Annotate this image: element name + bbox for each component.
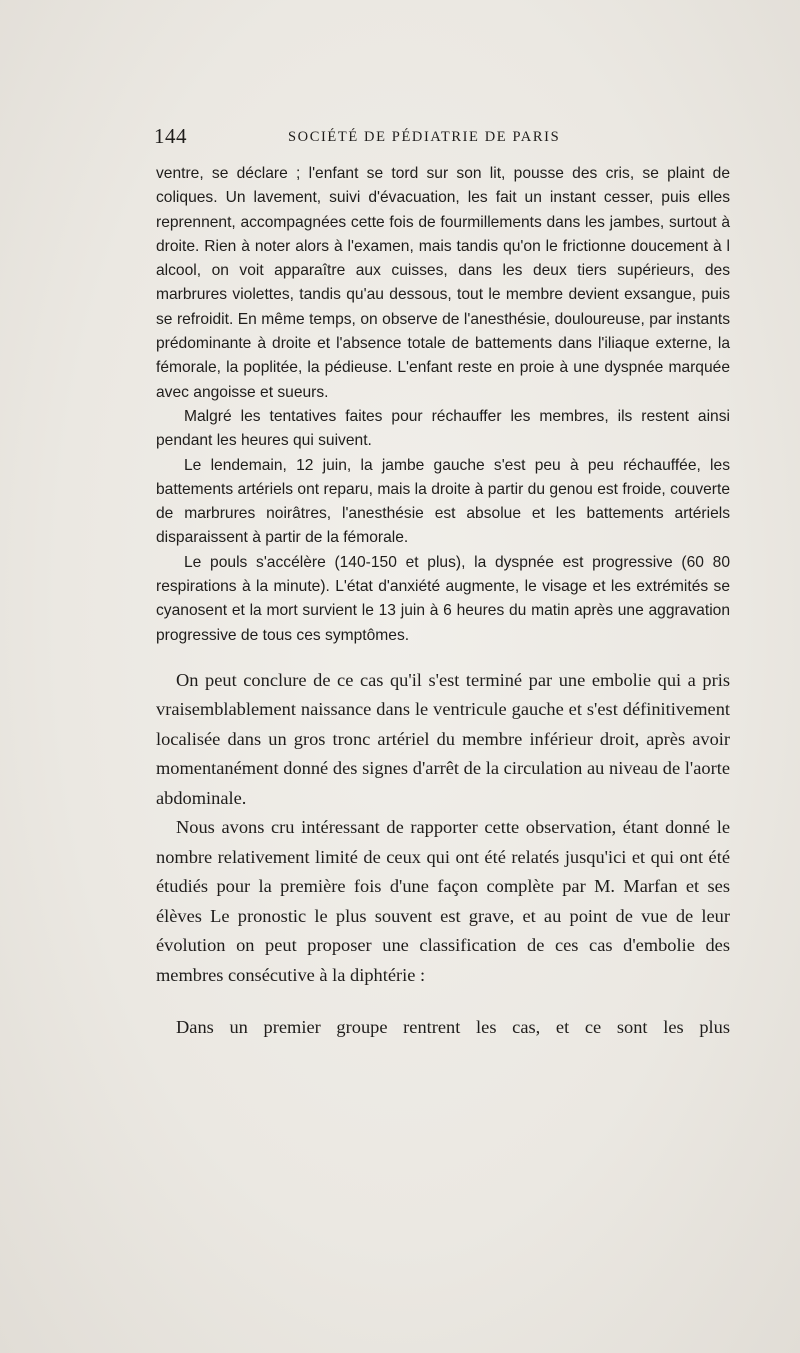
discussion-section [156, 666, 730, 991]
case-paragraph-death: Le pouls s'accélère (140-150 et plus), la dyspnée est progressive (60 80 respirations à la minute). L'état d'anxiété augmente, le visage et les extrémités se cyanosent et la mort survient le 13 juin à 6 heures du matin après une aggravation progressive de tous ces symptômes. [156, 553, 730, 644]
case-paragraph-symptoms: ventre, se déclare ; l'enfant se tord sur son lit, pousse des cris, se plaint de coliques. Un lavement, suivi d'évacuation, les fait un instant cesser, puis elles reprennent, accompagnées cette fois de fourmillements dans les jambes, surtout à droite. Rien à noter alors à l'examen, mais tandis qu'on le frictionne doucement à l alcool, on voit apparaître aux cuisses, dans les deux tiers supérieurs, des marbrures violettes, tandis qu'au dessous, tout le membre devient exsangue, puis se refroidit. En même temps, on observe de l'anesthésie, douloureuse, par instants prédominante à droite et l'absence totale de battements dans l'iliaque externe, la fémorale, la poplitée, la pédieuse. L'enfant reste en proie à une dyspnée marquée avec angoisse et sueurs. [156, 165, 730, 401]
page-header [154, 124, 730, 154]
case-report-section [156, 162, 730, 648]
final-line: Dans un premier groupe rentrent les cas, et ce sont les plus [176, 1017, 730, 1038]
case-paragraph-warming: Malgré les tentatives faites pour réchauffer les membres, ils restent ainsi pendant les heures qui suivent. [156, 407, 730, 450]
page-number: 144 [154, 124, 187, 148]
running-title: SOCIÉTÉ DE PÉDIATRIE DE PARIS [288, 129, 561, 145]
discussion-paragraph-classification: Nous avons cru intéressant de rapporter cette observation, étant donné le nombre relativement limité de ceux qui ont été relatés jusqu'ici et qui ont été étudiés pour la première fois d'une façon complète par M. Marfan et ses élèves Le pronostic le plus souvent est grave, et au point de vue de leur évolution on peut proposer une classification de ces cas d'embolie des membres consécutive à la diphtérie : [156, 817, 730, 985]
case-paragraph-next-day: Le lendemain, 12 juin, la jambe gauche s'est peu à peu réchauffée, les battements artériels ont reparu, mais la droite à partir du genou est froide, couverte de marbrures noirâtres, l'anesthésie est absolue et les battements artériels disparaissent à partir de la fémorale. [156, 456, 730, 547]
discussion-paragraph-conclusion: On peut conclure de ce cas qu'il s'est terminé par une embolie qui a pris vraisemblablement naissance dans le ventricule gauche et s'est définitivement localisée dans un gros tronc artériel du membre inférieur droit, après avoir momentanément donné des signes d'arrêt de la circulation au niveau de l'aorte abdominale. [156, 669, 730, 808]
page-body [156, 162, 730, 1043]
final-section [156, 1013, 730, 1043]
